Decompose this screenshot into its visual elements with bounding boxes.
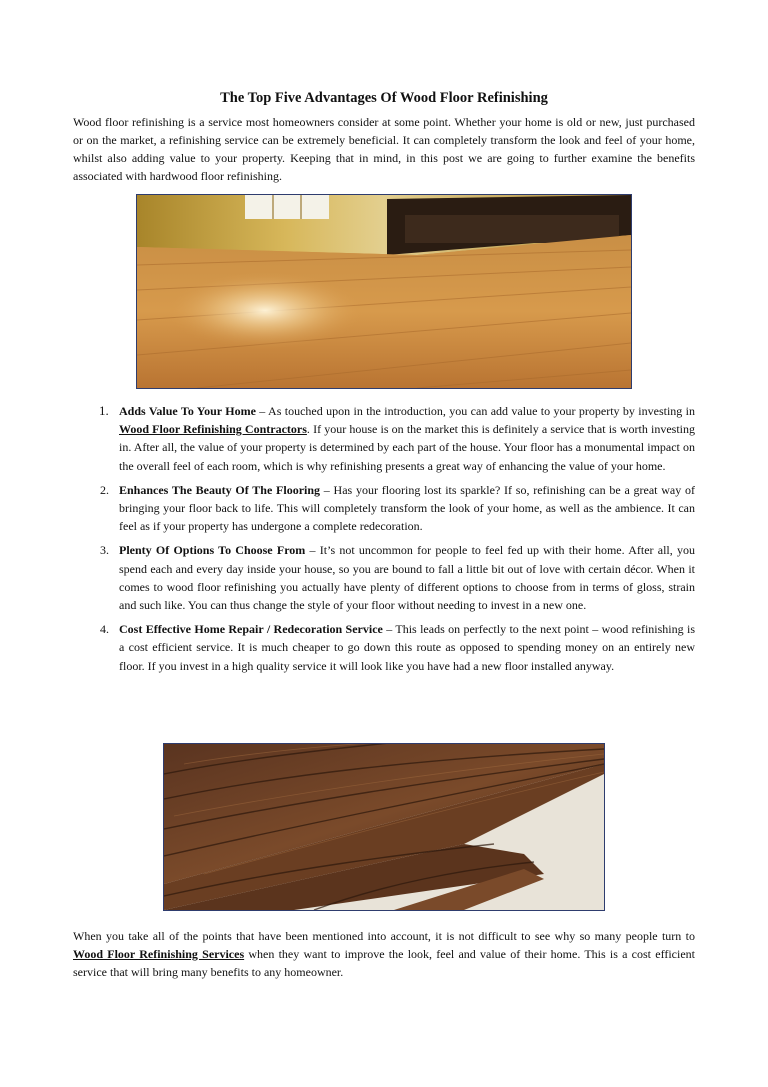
list-number: 3. <box>100 543 109 558</box>
hardwood-floor-photo <box>136 194 632 389</box>
advantages-list <box>99 402 696 681</box>
intro-paragraph: Wood floor refinishing is a service most homeowners consider at some point. Whether your home is old or new, just purchased or on the market, a refinishing service can be extremely beneficial. It can completely transform the look and feel of your home, whilst also adding value to your property. Keeping that in mind, in this post we are going to further examine the benefits associated with hardwood floor refinishing. <box>73 115 695 183</box>
list-item-heading: Enhances The Beauty Of The Flooring <box>119 482 321 497</box>
floor-planks-photo <box>163 743 605 911</box>
document-page <box>73 88 695 185</box>
wood-floor-refinishing-contractors-link[interactable]: Wood Floor Refinishing Contractors <box>119 422 307 437</box>
list-item-heading: Cost Effective Home Repair / Redecoration Service <box>119 622 383 637</box>
wood-floor-refinishing-services-link[interactable]: Wood Floor Refinishing Services <box>73 947 245 961</box>
closing-text: when they want to improve the look, feel and value of their home. This is a cost efficient service that will bring many benefits to any homeowner. <box>73 947 695 979</box>
list-item-text: – This leads on perfectly to the next point – wood refinishing is a cost efficient service. It is much cheaper to go down this route as opposed to spending money on an entirely new floor. If you invest in a high quality service it will look like you have had a new floor installed anyway. <box>119 622 695 673</box>
list-item-heading: Adds Value To Your Home <box>119 404 256 418</box>
list-item-text: . If your house is on the market this is definitely a service that is worth investing in. After all, the value of your property is determined by each part of the house. Your floor has a monumental impact on the overall feel of each room, which is why refinishing presents a great way of enhancing the value of your home. <box>119 422 695 473</box>
list-item-heading: Plenty Of Options To Choose From <box>119 543 306 558</box>
closing-paragraph <box>73 927 695 981</box>
list-number: 4. <box>100 622 109 637</box>
list-item-text: – It’s not uncommon for people to feel fed up with their home. After all, you spend each and every day inside your house, so you are bound to fall a little bit out of love with certain décor. When it comes to wood floor refinishing you actually have plenty of different options to choose from in terms of gloss, strain and such like. You can thus change the style of your floor without needing to invest in a new one. <box>119 543 695 613</box>
list-number: 2. <box>100 482 109 497</box>
list-item-text: – As touched upon in the introduction, you can add value to your property by investing in <box>255 404 696 418</box>
list-item <box>99 402 696 475</box>
list-item <box>100 620 695 675</box>
page-title: The Top Five Advantages Of Wood Floor Refinishing <box>220 90 548 106</box>
list-item <box>100 541 695 614</box>
list-number: 1. <box>99 403 109 418</box>
closing-text: When you take all of the points that have been mentioned into account, it is not difficult to see why so many people turn to <box>73 929 695 943</box>
list-item-text: – Has your flooring lost its sparkle? If so, refinishing can be a great way of bringing your floor back to life. This will completely transform the look of your home, as well as the ambience. It can feel as if your property has undergone a complete redecoration. <box>119 482 696 534</box>
list-item <box>100 481 696 536</box>
